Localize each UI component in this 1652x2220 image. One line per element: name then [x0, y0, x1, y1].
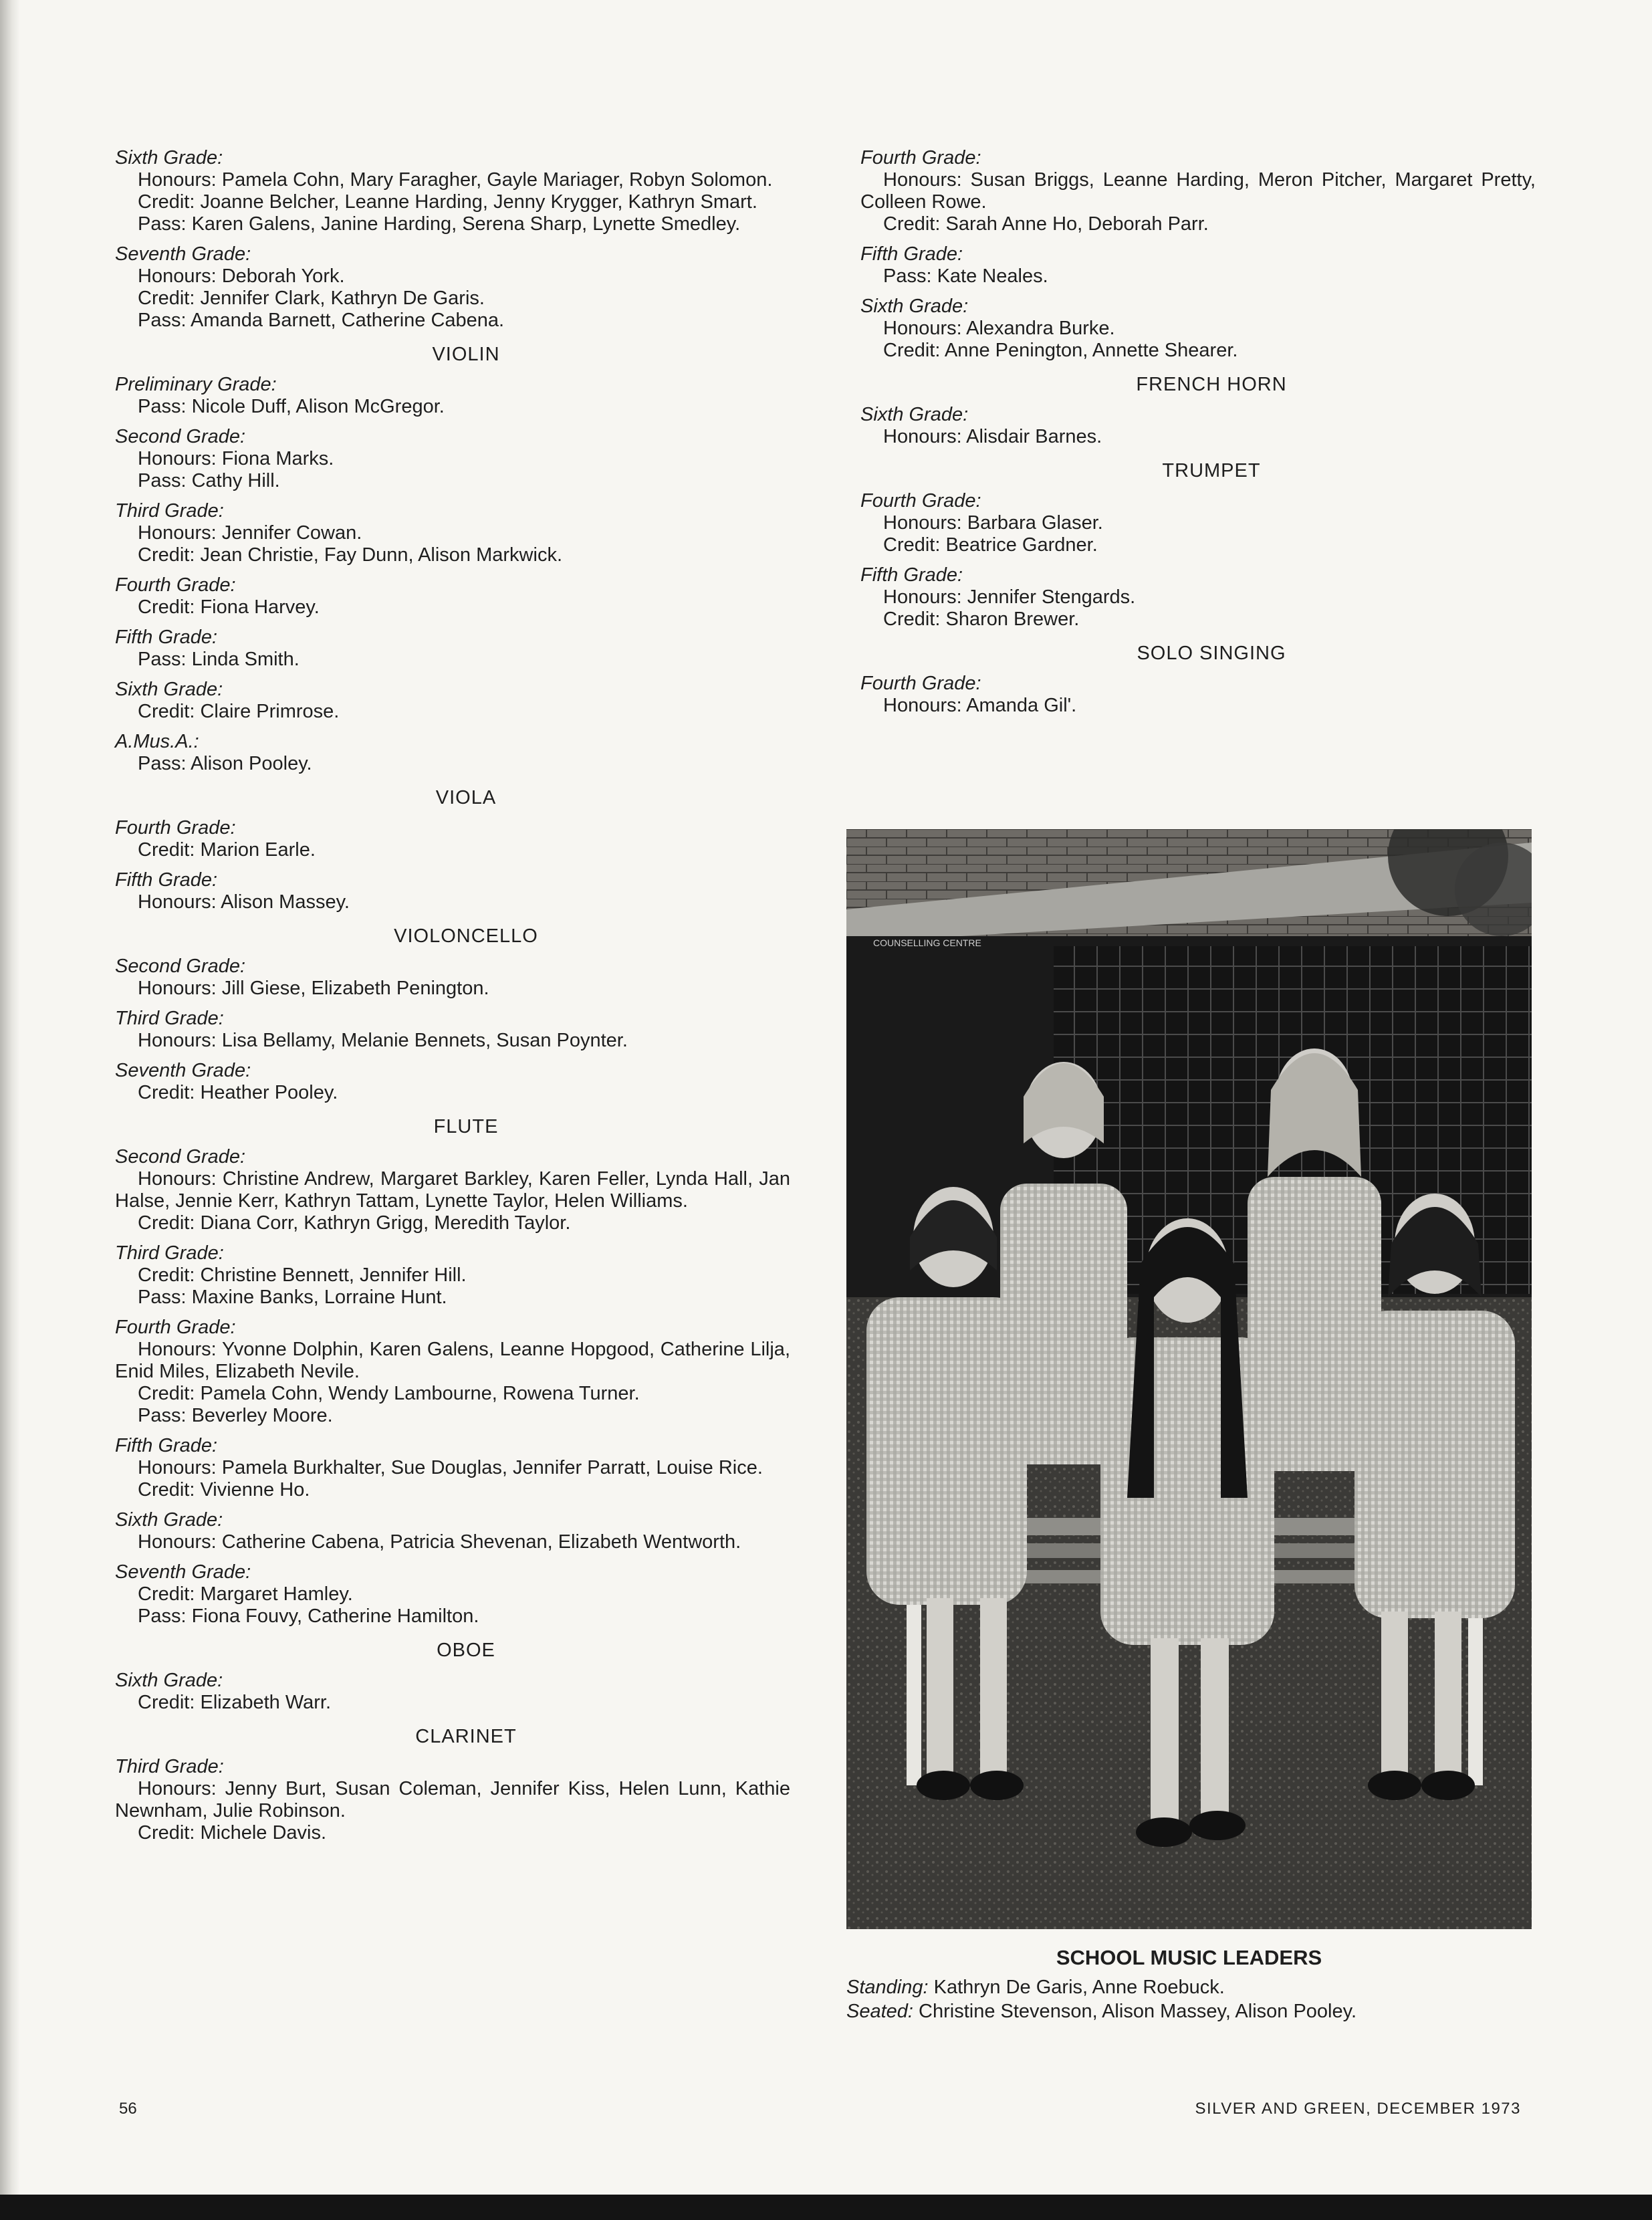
grade-label: Sixth Grade:	[860, 404, 969, 425]
result-entry: Credit: Anne Penington, Annette Shearer.	[883, 340, 1238, 361]
grade-block	[115, 1756, 790, 1844]
grade-block	[115, 1435, 790, 1501]
result-entry: Pass: Cathy Hill.	[138, 470, 280, 491]
result-entry: Pass: Fiona Fouvy, Catherine Hamilton.	[138, 1605, 479, 1627]
result-entry: Honours: Alexandra Burke.	[883, 318, 1115, 339]
section-heading: CLARINET	[415, 1726, 517, 1747]
grade-label: Third Grade:	[115, 1756, 224, 1777]
result-entry: Honours: Jenny Burt, Susan Coleman, Jennifer Kiss, Helen Lunn, Kathie Newnham, Julie Robinson.	[115, 1778, 790, 1821]
result-entry: Credit: Vivienne Ho.	[138, 1479, 310, 1501]
grade-label: Sixth Grade:	[115, 1670, 223, 1691]
section-heading: VIOLIN	[432, 344, 500, 365]
grade-block	[860, 296, 1536, 362]
grade-label: Sixth Grade:	[115, 679, 223, 700]
grade-label: Third Grade:	[115, 500, 224, 522]
grade-block	[860, 673, 1536, 717]
grade-label: Seventh Grade:	[115, 1561, 251, 1583]
left-column	[115, 147, 790, 1844]
grade-label: Sixth Grade:	[115, 147, 223, 169]
result-entry: Credit: Jennifer Clark, Kathryn De Garis.	[138, 288, 485, 309]
grade-block	[115, 731, 790, 775]
grade-label: Fourth Grade:	[860, 673, 981, 694]
section-heading: OBOE	[437, 1640, 495, 1661]
result-entry: Pass: Linda Smith.	[138, 649, 300, 670]
grade-label: Second Grade:	[115, 956, 246, 977]
result-entry: Credit: Beatrice Gardner.	[883, 534, 1098, 556]
result-entry: Pass: Maxine Banks, Lorraine Hunt.	[138, 1287, 447, 1308]
result-entry: Credit: Margaret Hamley.	[138, 1583, 353, 1605]
grade-block	[115, 500, 790, 566]
grade-block	[860, 243, 1536, 288]
result-entry: Honours: Christine Andrew, Margaret Barkley, Karen Feller, Lynda Hall, Jan Halse, Jennie Kerr, Kathryn Tattam, Lynette Taylor, Helen Williams.	[115, 1168, 790, 1212]
result-entry: Credit: Pamela Cohn, Wendy Lambourne, Rowena Turner.	[138, 1383, 640, 1404]
grade-block	[115, 1561, 790, 1628]
result-entry: Credit: Claire Primrose.	[138, 701, 340, 722]
grade-label: Third Grade:	[115, 1008, 224, 1029]
result-entry: Credit: Heather Pooley.	[138, 1082, 338, 1103]
grade-block	[860, 564, 1536, 631]
section-heading: SOLO SINGING	[1137, 643, 1286, 664]
grade-block	[115, 374, 790, 418]
grade-label: Fourth Grade:	[860, 147, 981, 169]
result-entry: Pass: Karen Galens, Janine Harding, Serena Sharp, Lynette Smedley.	[138, 213, 741, 235]
caption-standing-label: Standing:	[846, 1977, 929, 1998]
grade-label: Fourth Grade:	[115, 817, 236, 839]
photo-caption	[846, 1946, 1532, 2023]
caption-standing-names: Kathryn De Garis, Anne Roebuck.	[933, 1977, 1225, 1998]
result-entry: Honours: Susan Briggs, Leanne Harding, Meron Pitcher, Margaret Pretty, Colleen Rowe.	[860, 169, 1536, 213]
grade-label: Fourth Grade:	[115, 574, 236, 596]
result-entry: Pass: Beverley Moore.	[138, 1405, 333, 1426]
right-column	[860, 147, 1536, 717]
grade-label: Fifth Grade:	[860, 243, 963, 265]
grade-label: Fifth Grade:	[860, 564, 963, 586]
result-entry: Honours: Barbara Glaser.	[883, 512, 1103, 534]
building-sign: COUNSELLING CENTRE	[873, 937, 981, 948]
grade-block	[115, 243, 790, 332]
result-entry: Honours: Amanda Gil'.	[883, 695, 1077, 716]
grade-block	[115, 869, 790, 913]
grade-label: Preliminary Grade:	[115, 374, 277, 395]
page-binding-shadow	[0, 0, 20, 2220]
grade-label: Fifth Grade:	[115, 627, 218, 648]
result-entry: Credit: Christine Bennett, Jennifer Hill.	[138, 1264, 467, 1286]
grade-label: Fourth Grade:	[860, 490, 981, 512]
grade-block	[860, 404, 1536, 448]
result-entry: Credit: Marion Earle.	[138, 839, 316, 861]
grade-block	[115, 1242, 790, 1309]
grade-label: Second Grade:	[115, 426, 246, 447]
section-heading: TRUMPET	[1162, 460, 1261, 481]
result-entry: Credit: Jean Christie, Fay Dunn, Alison Markwick.	[138, 544, 562, 566]
group-photo	[846, 829, 1532, 1929]
result-entry: Honours: Jill Giese, Elizabeth Penington.	[138, 978, 489, 999]
grade-label: Fifth Grade:	[115, 869, 218, 891]
section-heading: VIOLA	[435, 787, 497, 808]
caption-seated	[846, 1999, 1532, 2023]
result-entry: Honours: Deborah York.	[138, 265, 345, 287]
grade-label: Fourth Grade:	[115, 1317, 236, 1338]
scan-edge	[0, 2195, 1652, 2220]
result-entry: Honours: Jennifer Cowan.	[138, 522, 362, 544]
result-entry: Credit: Fiona Harvey.	[138, 596, 320, 618]
result-entry: Pass: Nicole Duff, Alison McGregor.	[138, 396, 445, 417]
result-entry: Honours: Pamela Burkhalter, Sue Douglas, Jennifer Parratt, Louise Rice.	[138, 1457, 763, 1478]
grade-block	[115, 1509, 790, 1553]
grade-label: Sixth Grade:	[115, 1509, 223, 1531]
grade-block	[115, 627, 790, 671]
caption-title: SCHOOL MUSIC LEADERS	[1056, 1946, 1322, 1969]
result-entry: Honours: Alison Massey.	[138, 891, 350, 913]
section-heading: VIOLONCELLO	[394, 925, 538, 947]
grade-label: A.Mus.A.:	[115, 731, 199, 752]
caption-seated-label: Seated:	[846, 2001, 913, 2022]
result-entry: Pass: Kate Neales.	[883, 265, 1048, 287]
grade-block	[115, 426, 790, 492]
result-entry: Credit: Sarah Anne Ho, Deborah Parr.	[883, 213, 1209, 235]
grade-label: Fifth Grade:	[115, 1435, 218, 1456]
result-entry: Honours: Jennifer Stengards.	[883, 586, 1136, 608]
grade-block	[115, 1060, 790, 1104]
result-entry: Honours: Pamela Cohn, Mary Faragher, Gayle Mariager, Robyn Solomon.	[138, 169, 773, 191]
page-number: 56	[119, 2100, 137, 2118]
result-entry: Pass: Amanda Barnett, Catherine Cabena.	[138, 310, 505, 331]
grade-label: Third Grade:	[115, 1242, 224, 1264]
grade-label: Seventh Grade:	[115, 243, 251, 265]
grade-block	[115, 956, 790, 1000]
section-heading: FLUTE	[433, 1116, 499, 1137]
grade-block	[860, 490, 1536, 556]
grade-block	[115, 679, 790, 723]
grade-label: Sixth Grade:	[860, 296, 969, 317]
result-entry: Honours: Alisdair Barnes.	[883, 426, 1102, 447]
caption-standing	[846, 1975, 1532, 1999]
grade-block	[115, 147, 790, 235]
result-entry: Honours: Lisa Bellamy, Melanie Bennets, Susan Poynter.	[138, 1030, 628, 1051]
grade-block	[115, 574, 790, 619]
result-entry: Credit: Joanne Belcher, Leanne Harding, Jenny Krygger, Kathryn Smart.	[138, 191, 757, 213]
result-entry: Credit: Michele Davis.	[138, 1822, 327, 1844]
section-heading: FRENCH HORN	[1136, 374, 1287, 395]
result-entry: Pass: Alison Pooley.	[138, 753, 312, 774]
result-entry: Credit: Diana Corr, Kathryn Grigg, Meredith Taylor.	[138, 1212, 571, 1234]
grade-label: Seventh Grade:	[115, 1060, 251, 1081]
grade-block	[115, 1317, 790, 1427]
grade-block	[115, 817, 790, 861]
result-entry: Credit: Sharon Brewer.	[883, 608, 1080, 630]
running-footer: SILVER AND GREEN, DECEMBER 1973	[1195, 2100, 1521, 2118]
result-entry: Honours: Catherine Cabena, Patricia Shevenan, Elizabeth Wentworth.	[138, 1531, 741, 1553]
caption-seated-names: Christine Stevenson, Alison Massey, Alison Pooley.	[919, 2001, 1357, 2022]
grade-block	[115, 1008, 790, 1052]
grade-block	[860, 147, 1536, 235]
result-entry: Credit: Elizabeth Warr.	[138, 1692, 332, 1713]
result-entry: Honours: Yvonne Dolphin, Karen Galens, Leanne Hopgood, Catherine Lilja, Enid Miles, Elizabeth Nevile.	[115, 1339, 790, 1382]
result-entry: Honours: Fiona Marks.	[138, 448, 334, 469]
grade-block	[115, 1146, 790, 1234]
grade-block	[115, 1670, 790, 1714]
grade-label: Second Grade:	[115, 1146, 246, 1168]
